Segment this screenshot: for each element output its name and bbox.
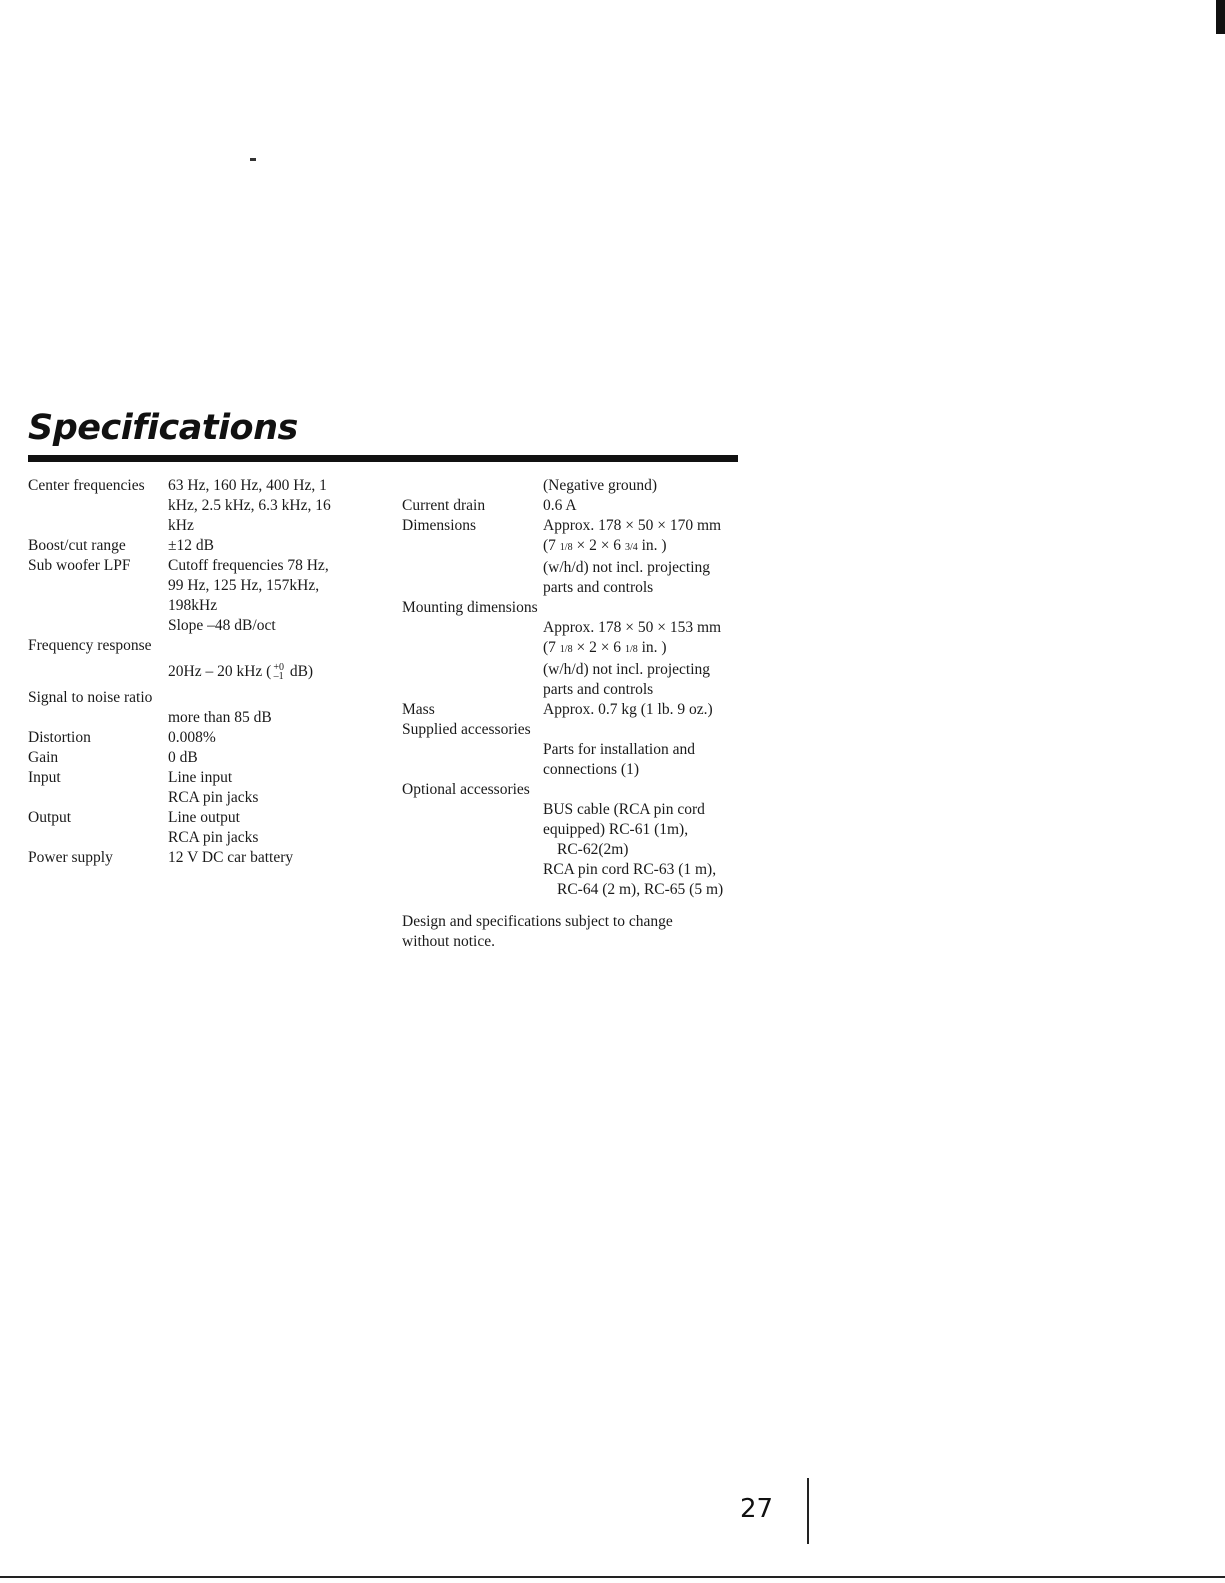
spec-label: Center frequencies (28, 477, 145, 494)
spec-label: Supplied accessories (402, 721, 531, 738)
spec-column-left (28, 476, 373, 868)
spec-label: Boost/cut range (28, 537, 126, 554)
spec-row-gain (28, 748, 373, 768)
title-rule (28, 455, 738, 462)
spec-value: 12 V DC car battery (168, 849, 294, 866)
spec-value: BUS cable (RCA pin cord equipped) RC-61 (1m), RC-62(2m) RCA pin cord RC-63 (1 m), RC-64 (2 m), RC-65 (5 m) (543, 801, 724, 898)
spec-row-input (28, 768, 373, 808)
spec-label: Distortion (28, 729, 91, 746)
spec-row-center-frequencies (28, 476, 373, 536)
spec-label: Output (28, 809, 72, 826)
specification-notice: Design and specifications subject to change without notice. (402, 913, 673, 950)
spec-row-snr-label (28, 688, 373, 708)
spec-value: Line input RCA pin jacks (168, 769, 259, 806)
spec-row-distortion (28, 728, 373, 748)
page-title: Specifications (28, 408, 298, 448)
scan-bottom-rule (0, 1576, 1225, 1578)
spec-value: Approx. 0.7 kg (1 lb. 9 oz.) (543, 701, 713, 718)
spec-row-frequency-response-label (28, 636, 373, 656)
scan-margin-mark (807, 1478, 809, 1544)
scan-speck (250, 158, 256, 161)
spec-row-mass (402, 700, 752, 720)
page-number: 27 (740, 1494, 774, 1524)
spec-value: more than 85 dB (168, 709, 272, 726)
spec-row-boost-cut (28, 536, 373, 556)
tolerance: +0 –1 (273, 662, 284, 683)
spec-value: Cutoff frequencies 78 Hz, 99 Hz, 125 Hz, 157kHz, 198kHz Slope –48 dB/oct (168, 557, 329, 634)
spec-label: Dimensions (402, 517, 477, 534)
scan-edge-mark (1216, 0, 1225, 34)
spec-value: ±12 dB (168, 537, 214, 554)
spec-row-output (28, 808, 373, 848)
spec-label: Sub woofer LPF (28, 557, 131, 574)
spec-label: Power supply (28, 849, 113, 866)
spec-row-mounting-value (402, 618, 752, 700)
spec-row-supplied-value (402, 740, 752, 780)
spec-value: 0.6 A (543, 497, 577, 514)
spec-label: Signal to noise ratio (28, 689, 153, 706)
spec-row-optional-label (402, 780, 752, 800)
spec-value: Approx. 178 × 50 × 170 mm (7 1/8 × 2 × 6 3/4 in. ) (w/h/d) not incl. projecting parts and controls (543, 517, 722, 596)
spec-row-current-drain (402, 496, 752, 516)
spec-row-mounting-label (402, 598, 752, 618)
spec-label: Gain (28, 749, 59, 766)
spec-label: Mounting dimensions (402, 599, 538, 616)
spec-label: Frequency response (28, 637, 152, 654)
spec-row-negative-ground (402, 476, 752, 496)
spec-value: 63 Hz, 160 Hz, 400 Hz, 1 kHz, 2.5 kHz, 6.3 kHz, 16 kHz (168, 477, 331, 534)
spec-row-frequency-response-value (28, 662, 373, 682)
spec-row-dimensions (402, 516, 752, 598)
spec-label: Optional accessories (402, 781, 530, 798)
spec-value: (Negative ground) (543, 477, 658, 494)
spec-row-supplied-label (402, 720, 752, 740)
spec-value: 0 dB (168, 749, 198, 766)
spec-value: Approx. 178 × 50 × 153 mm (7 1/8 × 2 × 6 1/8 in. ) (w/h/d) not incl. projecting parts and controls (543, 619, 722, 698)
spec-column-right (402, 476, 752, 900)
spec-value: Line output RCA pin jacks (168, 809, 259, 846)
spec-row-power-supply (28, 848, 373, 868)
spec-value: 0.008% (168, 729, 216, 746)
spec-value: 20Hz – 20 kHz ( +0 –1 dB) (168, 662, 314, 683)
spec-label: Input (28, 769, 61, 786)
spec-row-sub-woofer (28, 556, 373, 636)
spec-row-optional-value (402, 800, 752, 900)
spec-label: Mass (402, 701, 435, 718)
spec-label: Current drain (402, 497, 486, 514)
spec-value: Parts for installation and connections (1) (543, 741, 695, 778)
spec-row-snr-value (28, 708, 373, 728)
